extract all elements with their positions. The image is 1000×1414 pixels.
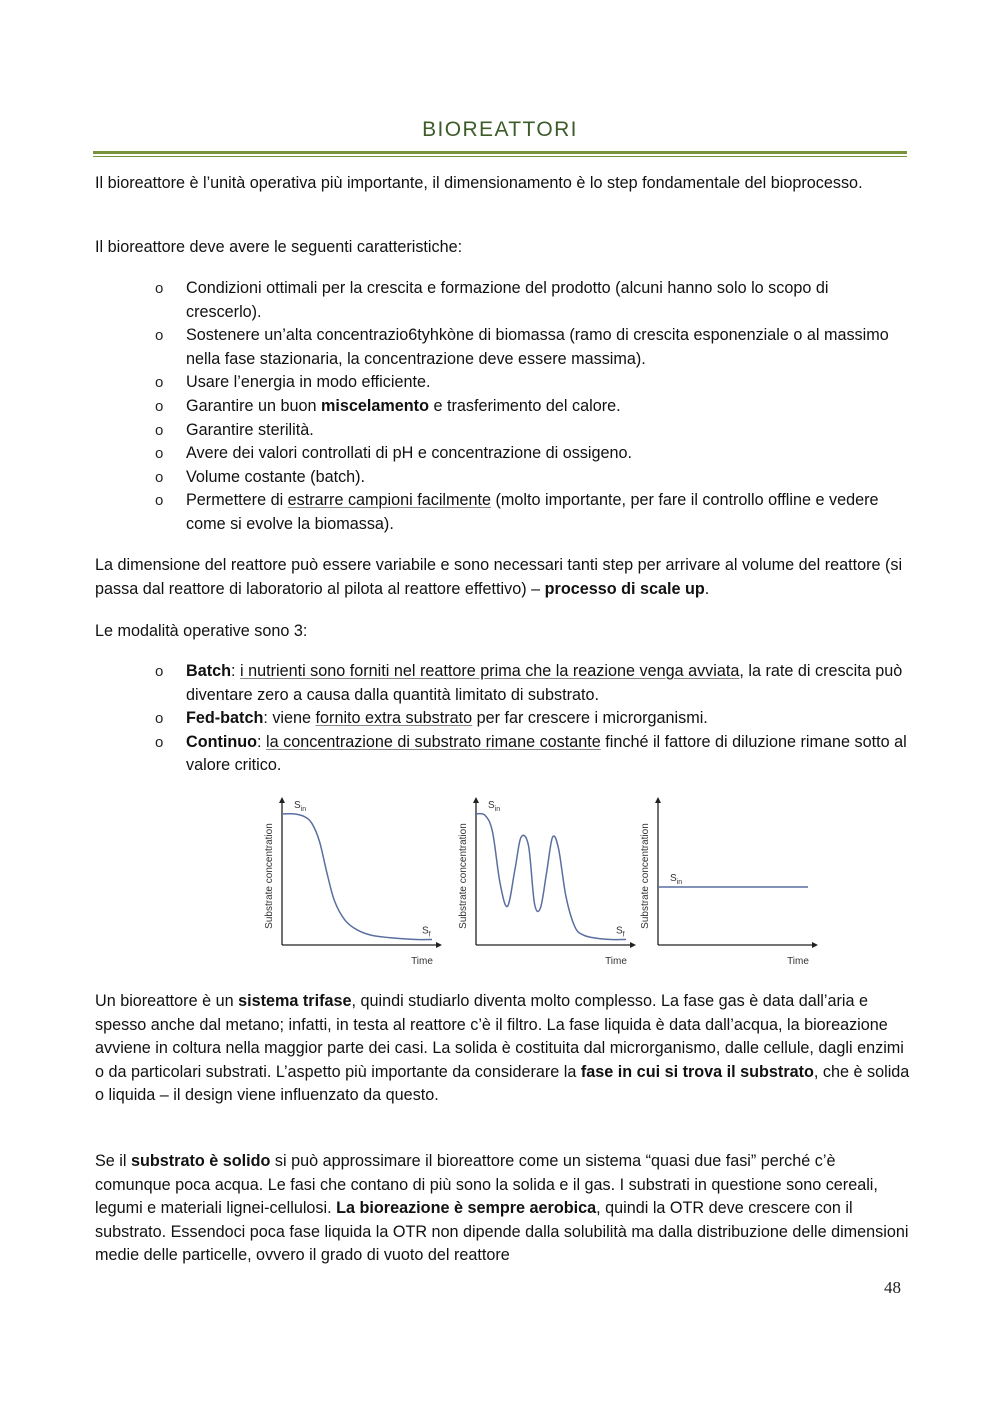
label-s-f: $S_f$	[616, 925, 625, 939]
list-item: o Permettere di estrarre campioni facilmente (molto importante, per fare il controllo offline e vedere come si evolve la biomassa).	[155, 491, 879, 533]
features-list	[0, 277, 1000, 537]
x-axis-label: Time	[787, 956, 809, 967]
bullet-marker: o	[155, 374, 164, 392]
list-item: o Batch: i nutrienti sono forniti nel reattore prima che la reazione venga avviata, la rate di crescita può diventare zero a causa dalla quantità limitato di substrato.	[155, 662, 903, 704]
x-axis-arrow	[812, 942, 818, 948]
y-axis-label: Substrate concentration	[458, 823, 469, 929]
title-rule-thick	[93, 151, 907, 154]
y-axis-label: Substrate concentration	[264, 823, 275, 929]
label-s-in: $S_{in}$	[294, 799, 307, 813]
list-item: o Volume costante (batch).	[0, 466, 908, 490]
bullet-marker: o	[155, 445, 164, 463]
paragraph-intro: Il bioreattore è l’unità operativa più importante, il dimensionamento è lo step fondamentale del bioprocesso.	[95, 174, 863, 192]
label-s-f: $S_f$	[422, 925, 431, 939]
y-axis-arrow	[473, 797, 479, 803]
bullet-marker: o	[155, 397, 164, 415]
list-item: o Garantire un buon miscelamento e trasferimento del calore.	[0, 395, 908, 419]
x-axis-label: Time	[605, 956, 627, 967]
label-s-in: $S_{in}$	[488, 799, 501, 813]
list-item: o Usare l’energia in modo efficiente.	[0, 371, 908, 395]
paragraph-solid-substrate: Se il substrato è solido si può approssimare il bioreattore come un sistema “quasi due fasi” perché c’è comunque poca acqua. Le fasi che contano di più sono la solida e il gas. I substrati in questione sono cereali, legumi e materiali lignei-cellulosi. La bioreazione è sempre aerobica, quindi la OTR deve crescere con il substrato. Essendoci poca fase liquida la OTR non dipende dalla solubilità ma dalla distribuzione delle dimensioni medie delle particelle, ovvero il grado di vuoto del reattore	[95, 1152, 909, 1265]
chart-fed-batch	[452, 797, 632, 977]
y-axis-label: Substrate concentration	[640, 823, 651, 929]
bullet-marker: o	[155, 492, 164, 510]
bullet-marker: o	[155, 710, 164, 728]
modes-list	[0, 660, 1000, 778]
paragraph-modes-lead: Le modalità operative sono 3:	[95, 622, 308, 640]
list-item: o Condizioni ottimali per la crescita e formazione del prodotto (alcuni hanno solo lo scopo di crescerlo).	[155, 279, 829, 321]
bullet-marker: o	[155, 280, 164, 297]
paragraph-characteristics-lead: Il bioreattore deve avere le seguenti caratteristiche:	[95, 238, 463, 256]
y-axis-arrow	[279, 797, 285, 803]
chart-batch	[258, 797, 438, 977]
bullet-marker: o	[155, 733, 164, 751]
chart-svg	[452, 797, 632, 972]
list-item: o Fed-batch: viene fornito extra substrato per far crescere i microrganismi.	[0, 707, 908, 731]
bullet-marker: o	[155, 327, 164, 345]
paragraph-three-phase: Un bioreattore è un sistema trifase, quindi studiarlo diventa molto complesso. La fase gas è data dall’aria e spesso anche dal metano; infatti, in testa al reattore c’è il filtro. La fase liquida è data dall’acqua, la bioreazione avviene in coltura nella maggior parte dei casi. La solida è costituita dal microrganismo, dalle cellule, dagli enzimi o da particolari substrati. L’aspetto più importante da considerare la fase in cui si trova il substrato, che è solida o liquida – il design viene influenzato da questo.	[95, 992, 910, 1105]
list-item: o Sostenere un’alta concentrazio6tyhkòne di biomassa (ramo di crescita esponenziale o al massimo nella fase stazionaria, la concentrazione deve essere massima).	[155, 326, 889, 368]
chart-svg	[258, 797, 438, 972]
bullet-marker: o	[155, 663, 164, 680]
list-item: o Garantire sterilità.	[0, 419, 908, 443]
chart-svg	[634, 797, 814, 972]
label-s-in: $S_{in}$	[670, 873, 683, 887]
series-line	[282, 814, 432, 940]
series-line	[476, 814, 626, 940]
bullet-marker: o	[155, 468, 164, 486]
list-item: o Continuo: la concentrazione di substrato rimane costante finché il fattore di diluzione rimane sotto al valore critico.	[155, 732, 907, 775]
chart-continuous	[634, 797, 814, 977]
page-title: BIOREATTORI	[422, 118, 578, 141]
x-axis-arrow	[436, 942, 442, 948]
y-axis-arrow	[655, 797, 661, 803]
list-item: o Avere dei valori controllati di pH e concentrazione di ossigeno.	[0, 442, 908, 466]
title-rule-thin	[93, 156, 907, 157]
x-axis-label: Time	[411, 956, 433, 967]
page-number: 48	[884, 1278, 901, 1297]
paragraph-scale-up: La dimensione del reattore può essere variabile e sono necessari tanti step per arrivare al volume del reattore (si passa dal reattore di laboratorio al pilota al reattore effettivo) – processo di scale up.	[95, 556, 903, 598]
bullet-marker: o	[155, 421, 164, 439]
